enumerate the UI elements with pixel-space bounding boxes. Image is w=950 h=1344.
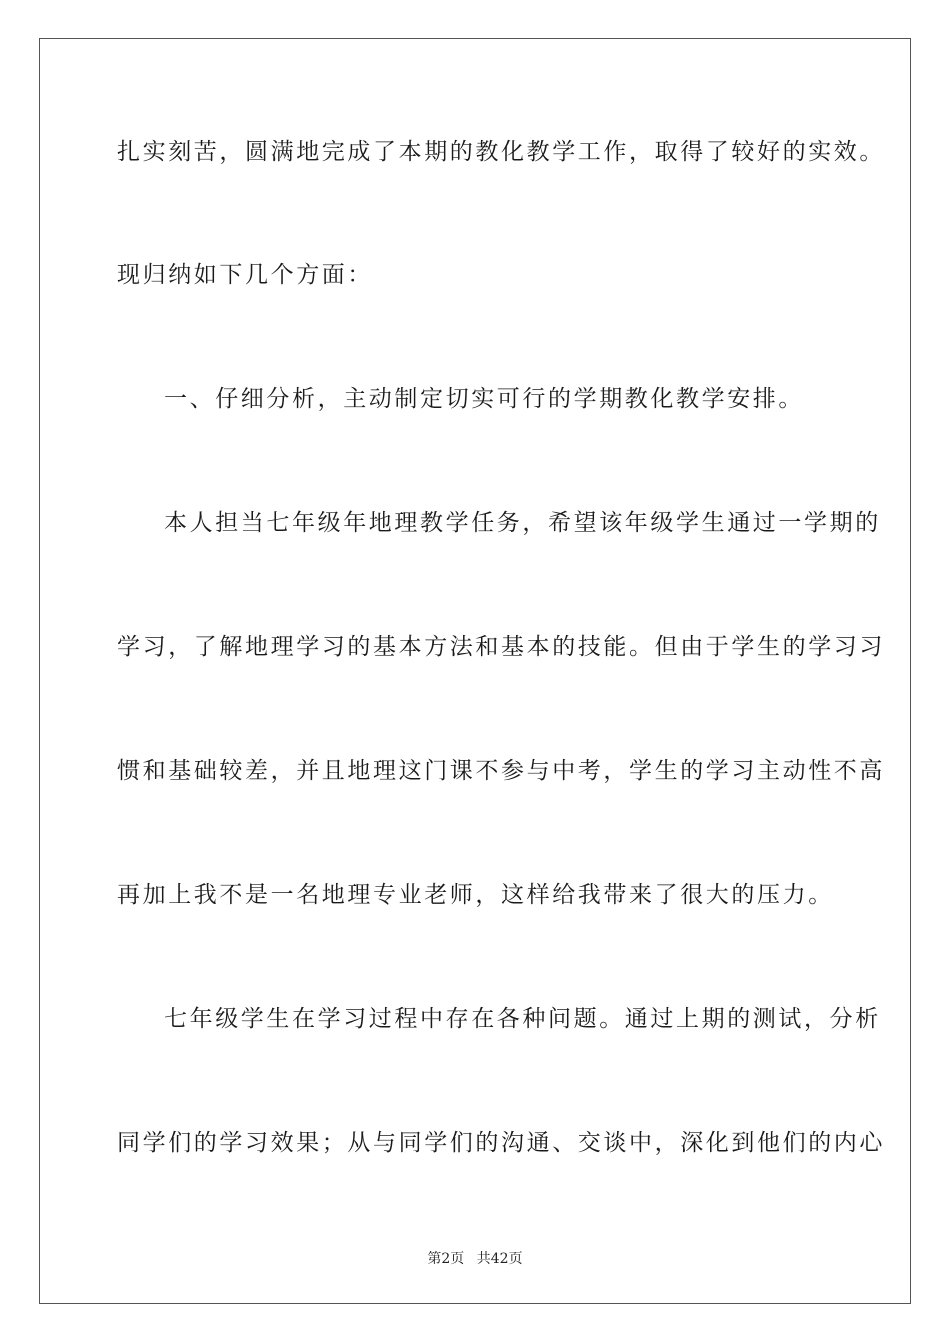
body-text-line: 本人担当七年级年地理教学任务，希望该年级学生通过一学期的	[164, 510, 881, 536]
body-text-line: 学习，了解地理学习的基本方法和基本的技能。但由于学生的学习习	[117, 634, 885, 660]
body-text-line: 现归纳如下几个方面：	[117, 262, 373, 288]
page-number: 第2页	[427, 1251, 465, 1267]
page-footer	[0, 1248, 950, 1268]
body-text-line: 惯和基础较差，并且地理这门课不参与中考，学生的学习主动性不高	[117, 758, 885, 784]
page-total: 共42页	[476, 1251, 523, 1267]
body-text-line: 再加上我不是一名地理专业老师，这样给我带来了很大的压力。	[117, 882, 834, 908]
body-text-line: 扎实刻苦，圆满地完成了本期的教化教学工作，取得了较好的实效。	[117, 139, 885, 165]
body-text-line: 同学们的学习效果；从与同学们的沟通、交谈中，深化到他们的内心	[117, 1130, 885, 1156]
page-border	[39, 38, 911, 1304]
body-text-line: 七年级学生在学习过程中存在各种问题。通过上期的测试，分析	[164, 1006, 881, 1032]
section-heading: 一、仔细分析，主动制定切实可行的学期教化教学安排。	[164, 386, 804, 412]
